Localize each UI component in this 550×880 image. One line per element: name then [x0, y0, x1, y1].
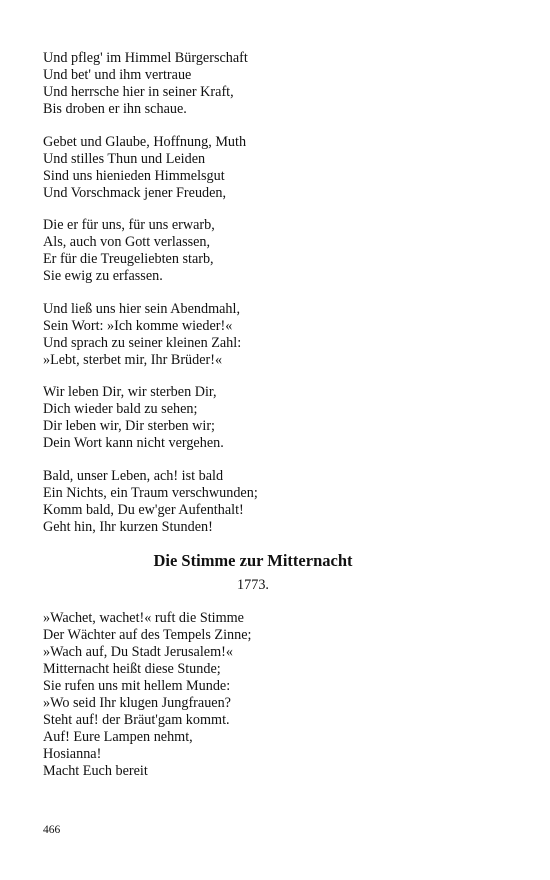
poem-line: Sein Wort: »Ich komme wieder!«	[43, 317, 233, 334]
poem-line: »Wach auf, Du Stadt Jerusalem!«	[43, 644, 233, 660]
poem-line: Als, auch von Gott verlassen,	[43, 234, 211, 250]
poem-line: Hosianna!	[43, 746, 102, 762]
poem-line: Wir leben Dir, wir sterben Dir,	[43, 384, 217, 400]
stanza	[43, 134, 463, 202]
poem-line: Dir leben wir, Dir sterben wir;	[43, 418, 215, 434]
poem-line: Dein Wort kann nicht vergehen.	[43, 435, 224, 451]
poem-line: Und ließ uns hier sein Abendmahl,	[43, 300, 241, 317]
poem-line: Und stilles Thun und Leiden	[43, 150, 206, 167]
stanza	[43, 217, 463, 285]
poem-line: Sie ewig zu erfassen.	[43, 268, 163, 284]
poem-line: Komm bald, Du ew'ger Aufenthalt!	[43, 501, 244, 518]
stanza	[43, 468, 463, 536]
poem-line: Der Wächter auf des Tempels Zinne;	[43, 627, 252, 643]
poem-line: Bis droben er ihn schaue.	[43, 101, 187, 117]
poem-line: Sind uns hienieden Himmelsgut	[43, 167, 225, 184]
stanza	[43, 610, 463, 780]
poem-line: Und Vorschmack jener Freuden,	[43, 184, 227, 201]
poem-year: 1773.	[237, 577, 269, 593]
page-content	[43, 50, 463, 796]
poem-line: Steht auf! der Bräut'gam kommt.	[43, 712, 230, 728]
poem-line: Dich wieder bald zu sehen;	[43, 401, 198, 417]
poem-line: Und bet' und ihm vertraue	[43, 67, 192, 83]
stanza	[43, 384, 463, 452]
poem-line: Und pfleg' im Himmel Bürgerschaft	[43, 50, 248, 66]
poem-line: Bald, unser Leben, ach! ist bald	[43, 467, 224, 484]
poem-line: Ein Nichts, ein Traum verschwunden;	[43, 484, 258, 501]
page-number: 466	[43, 824, 61, 836]
poem-line: »Wachet, wachet!« ruft die Stimme	[43, 610, 244, 626]
poem-line: »Lebt, sterbet mir, Ihr Brüder!«	[43, 351, 223, 368]
stanza	[43, 50, 463, 118]
poem-line: Und sprach zu seiner kleinen Zahl:	[43, 334, 242, 351]
poem-line: Die er für uns, für uns erwarb,	[43, 217, 215, 233]
poem-title: Die Stimme zur Mitternacht	[153, 551, 353, 570]
poem-line: Mitternacht heißt diese Stunde;	[43, 661, 221, 677]
poem-line: Und herrsche hier in seiner Kraft,	[43, 84, 234, 100]
poem-line: »Wo seid Ihr klugen Jungfrauen?	[43, 695, 231, 711]
poem-line: Sie rufen uns mit hellem Munde:	[43, 678, 231, 694]
poem-line: Auf! Eure Lampen nehmt,	[43, 729, 193, 745]
poem-continued	[43, 50, 463, 536]
stanza	[43, 301, 463, 369]
poem-line: Gebet und Glaube, Hoffnung, Muth	[43, 133, 247, 150]
poem-line: Er für die Treugeliebten starb,	[43, 251, 214, 267]
poem-line: Geht hin, Ihr kurzen Stunden!	[43, 518, 213, 535]
poem-line: Macht Euch bereit	[43, 763, 148, 779]
